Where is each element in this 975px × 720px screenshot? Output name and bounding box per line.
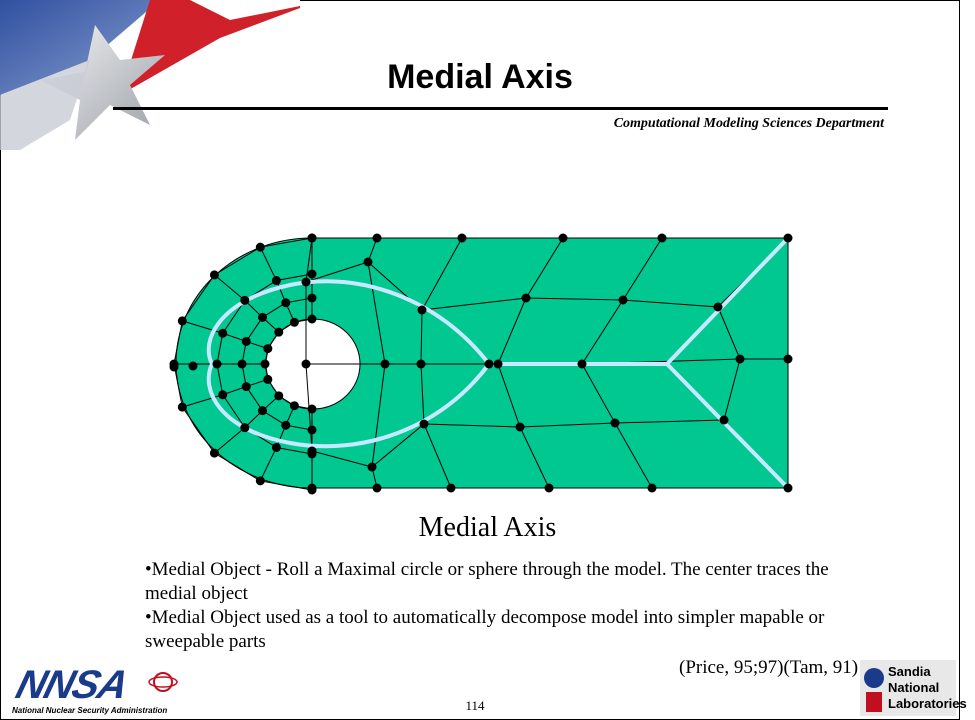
mesh-node — [578, 360, 587, 369]
slide-title: Medial Axis — [387, 58, 573, 96]
mesh-node — [290, 318, 299, 327]
nnsa-letters: NNSA — [11, 661, 133, 707]
mesh-node — [611, 419, 620, 428]
mesh-node — [170, 363, 179, 372]
mesh-node — [308, 234, 317, 243]
mesh-node — [263, 344, 272, 353]
sandia-logo — [860, 660, 967, 716]
mesh-node — [308, 315, 317, 324]
mesh-node — [714, 303, 723, 312]
mesh-node — [420, 420, 429, 429]
mesh-node — [784, 484, 793, 493]
mesh-node — [281, 421, 290, 430]
mesh-node — [210, 449, 219, 458]
bullet-item: •Medial Object used as a tool to automatically decompose model into simpler mapable or sweepable parts — [145, 607, 825, 652]
mesh-node — [308, 270, 317, 279]
mesh-node — [258, 313, 267, 322]
mesh-node — [784, 355, 793, 364]
mesh-node — [308, 426, 317, 435]
medial-axis-diagram — [165, 228, 797, 496]
sandia-text: Sandia National Laboratories — [888, 664, 967, 711]
nnsa-subtext: National Nuclear Security Administration — [12, 706, 168, 715]
mesh-node — [302, 360, 311, 369]
mesh-node — [256, 476, 265, 485]
mesh-node — [368, 463, 377, 472]
mesh-node — [238, 360, 247, 369]
mesh-node — [240, 296, 249, 305]
mesh-node — [494, 360, 503, 369]
mesh-node — [302, 278, 311, 287]
mesh-node — [242, 337, 251, 346]
mesh-node — [658, 234, 667, 243]
mesh-node — [256, 243, 265, 252]
mesh-node — [720, 416, 729, 425]
mesh-node — [373, 234, 382, 243]
mesh-node — [308, 294, 317, 303]
mesh-node — [272, 443, 281, 452]
mesh-node — [522, 294, 531, 303]
mesh-node — [619, 296, 628, 305]
title-rule — [113, 107, 888, 110]
mesh-node — [516, 423, 525, 432]
mesh-node — [418, 306, 427, 315]
page-number: 114 — [465, 698, 485, 713]
mesh-node — [281, 298, 290, 307]
mesh-node — [272, 276, 281, 285]
mesh-node — [274, 391, 283, 400]
mesh-node — [458, 234, 467, 243]
mesh-node — [290, 401, 299, 410]
mesh-node — [447, 484, 456, 493]
mesh-node — [648, 484, 657, 493]
mesh-node — [242, 382, 251, 391]
mesh-node — [545, 484, 554, 493]
mesh-node — [417, 360, 426, 369]
mesh-node — [240, 423, 249, 432]
mesh-node — [210, 270, 219, 279]
mesh-node — [261, 360, 270, 369]
bullet-item: •Medial Object - Roll a Maximal circle or sphere through the model. The center traces the medial object — [145, 559, 829, 604]
mesh-node — [308, 484, 317, 493]
mesh-node — [213, 360, 222, 369]
mesh-node — [274, 328, 283, 337]
mesh-node — [189, 362, 198, 371]
mesh-node — [263, 375, 272, 384]
diagram-caption: Medial Axis — [418, 512, 557, 543]
mesh-node — [218, 390, 227, 399]
mesh-node — [308, 405, 317, 414]
citation: (Price, 95;97)(Tam, 91) — [679, 657, 859, 678]
mesh-node — [485, 360, 494, 369]
mesh-node — [258, 406, 267, 415]
mesh-node — [381, 360, 390, 369]
department-label: Computational Modeling Sciences Department — [613, 116, 884, 131]
mesh-node — [736, 355, 745, 364]
mesh-node — [178, 316, 187, 325]
mesh-node — [308, 447, 317, 456]
mesh-node — [559, 234, 568, 243]
mesh-node — [784, 234, 793, 243]
bullet-list — [145, 558, 885, 654]
mesh-node — [373, 484, 382, 493]
mesh-node — [218, 329, 227, 338]
mesh-node — [364, 258, 373, 267]
mesh-node — [178, 403, 187, 412]
